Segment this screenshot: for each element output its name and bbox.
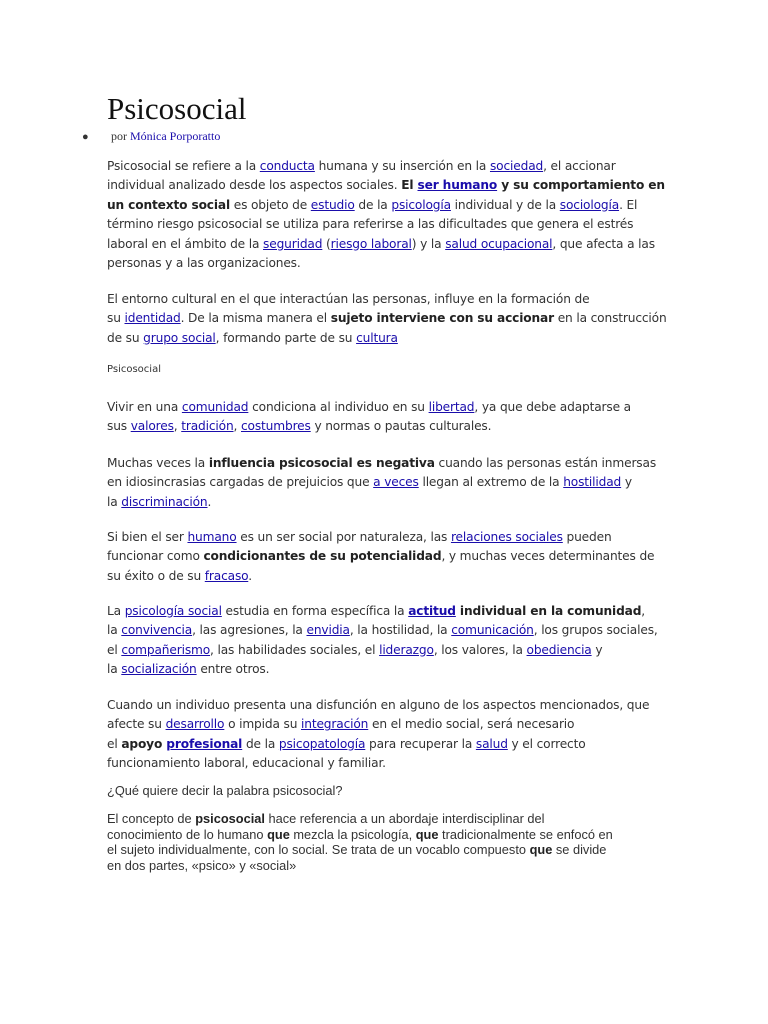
text-line (107, 621, 662, 640)
text-line (107, 215, 662, 234)
inline-link[interactable]: conducta (259, 159, 315, 173)
bold-text: influencia psicosocial es negativa (208, 456, 435, 470)
inline-link[interactable]: libertad (428, 400, 475, 414)
inline-link[interactable]: comunidad (181, 400, 249, 414)
text-line (107, 254, 662, 273)
text-line (107, 493, 662, 512)
text-run: Vivir en una (107, 400, 182, 414)
text-run: cuando las personas están inmersas (434, 456, 657, 470)
bold-text: que (267, 826, 290, 842)
text-run: sus (107, 419, 131, 434)
section-question: ¿Qué quiere decir la palabra psicosocial? (107, 783, 343, 798)
text-run: la (107, 662, 122, 677)
bullet-icon: ● (82, 131, 89, 143)
text-run: su (107, 311, 125, 326)
text-run: llegan al extremo de la (418, 475, 564, 490)
text-run: o impida su (224, 717, 302, 732)
text-line (107, 176, 665, 195)
text-run: su éxito o de su (107, 568, 205, 583)
text-run: Si bien el ser (107, 530, 188, 544)
text-line (107, 567, 662, 586)
text-run: conocimiento de lo humano (107, 826, 268, 842)
bold-text: El (401, 178, 418, 193)
paragraph-1 (107, 157, 665, 273)
text-line (107, 290, 662, 309)
bold-text: condicionantes de su potencialidad (203, 549, 442, 564)
text-run: Cuando un individuo presenta una disfunción en alguno de los aspectos mencionados, que (107, 698, 650, 712)
text-line (107, 235, 662, 254)
text-line (107, 417, 662, 436)
text-run: ) y la (411, 236, 446, 251)
text-run: en dos partes, «psico» y «social» (107, 857, 297, 873)
inline-link[interactable]: identidad (124, 311, 181, 326)
text-line (107, 696, 662, 715)
text-run: . (248, 568, 252, 583)
text-run: El concepto de (107, 811, 196, 826)
text-run: en idiosincrasias cargadas de prejuicios que (107, 475, 374, 490)
inline-link[interactable]: sociología (559, 197, 620, 212)
text-run: humana y su inserción en la (314, 159, 490, 173)
text-run: , el accionar (543, 159, 616, 173)
text-run: El entorno cultural en el que interactúan las personas, influye en la formación de (107, 292, 590, 306)
inline-link[interactable]: actitud (408, 604, 456, 618)
inline-link[interactable]: socialización (121, 662, 197, 677)
inline-link[interactable]: riesgo laboral (330, 236, 412, 251)
paragraph-7 (107, 696, 662, 774)
inline-link[interactable]: relaciones sociales (450, 530, 563, 544)
text-run: individual analizado desde los aspectos sociales. (107, 178, 402, 193)
text-run: estudia en forma específica la (221, 604, 409, 618)
image-caption: Psicosocial (107, 364, 161, 375)
text-run: hace referencia a un abordaje interdisciplinar del (264, 811, 545, 826)
inline-link[interactable]: a veces (373, 475, 419, 490)
text-run: afecte su (107, 717, 166, 732)
text-run: y el correcto (507, 736, 586, 751)
text-run: personas y a las organizaciones. (107, 255, 301, 270)
text-run: el (107, 642, 122, 657)
inline-link[interactable]: envidia (306, 623, 350, 638)
bold-text: un contexto social (107, 197, 230, 212)
inline-link[interactable]: tradición (181, 419, 234, 434)
text-line (107, 157, 662, 176)
bold-text: apoyo (121, 736, 167, 751)
text-line (107, 196, 662, 215)
inline-link[interactable]: psicopatología (278, 736, 366, 751)
text-run: ( (322, 236, 331, 251)
text-run: , los valores, la (433, 642, 527, 657)
text-run: la (107, 623, 122, 638)
text-run: funcionamiento laboral, educacional y familiar. (107, 756, 386, 771)
text-run: . (207, 494, 212, 509)
inline-link[interactable]: cultura (356, 330, 398, 345)
inline-link[interactable]: estudio (310, 197, 355, 212)
text-line (107, 528, 662, 547)
text-run: el sujeto individualmente, con lo social. Se trata de un vocablo compuesto (107, 842, 530, 858)
author-link[interactable]: Mónica Porporatto (130, 129, 221, 143)
inline-link[interactable]: costumbres (241, 419, 311, 434)
bold-text: individual en la comunidad (455, 604, 642, 618)
text-run: Psicosocial se refiere a la (107, 159, 260, 173)
inline-link[interactable]: discriminación (121, 494, 208, 509)
text-run: de la (354, 197, 392, 212)
text-line (107, 735, 662, 754)
text-run: en el medio social, será necesario (368, 717, 575, 732)
text-run: mezcla la psicología, (289, 826, 416, 842)
inline-link[interactable]: seguridad (263, 236, 323, 251)
text-run: es un ser social por naturaleza, las (236, 530, 451, 544)
text-line (107, 827, 662, 843)
inline-link[interactable]: psicología (391, 197, 451, 212)
text-run: , ya que debe adaptarse a (474, 400, 631, 414)
bold-text: y su comportamiento en (497, 178, 665, 193)
text-line (107, 602, 662, 621)
bold-text: sujeto interviene con su accionar (330, 311, 554, 326)
text-line (107, 811, 662, 827)
text-run: Muchas veces la (107, 456, 209, 470)
bold-text: que (415, 826, 439, 842)
byline-prefix: por (111, 129, 127, 143)
text-run: de la (242, 736, 279, 751)
text-run: , (233, 419, 241, 434)
paragraph-5 (107, 528, 662, 586)
text-run: . De la misma manera el (180, 311, 331, 326)
text-run: y (591, 642, 603, 657)
text-run: , formando parte de su (215, 330, 357, 345)
paragraph-8 (107, 811, 662, 873)
text-run: término riesgo psicosocial se utiliza para referirse a las dificultades que genera el estrés (107, 217, 634, 232)
bold-text: que (529, 842, 553, 858)
text-run: . El (619, 197, 638, 212)
text-line (107, 858, 662, 874)
text-run: , (173, 419, 182, 434)
inline-link[interactable]: integración (301, 717, 369, 732)
text-line (107, 547, 662, 566)
inline-link[interactable]: hostilidad (563, 475, 622, 490)
text-run: entre otros. (196, 662, 270, 677)
byline (82, 128, 220, 144)
text-run: de su (107, 330, 144, 345)
inline-link[interactable]: grupo social (143, 330, 216, 345)
paragraph-4 (107, 454, 662, 512)
text-run: , y muchas veces determinantes de (441, 549, 655, 564)
inline-link[interactable]: convivencia (121, 623, 193, 638)
page-title: Psicosocial (107, 91, 247, 126)
text-run: , la hostilidad, la (349, 623, 452, 638)
text-run: , (641, 604, 646, 618)
text-line (107, 454, 662, 473)
text-run: y (621, 475, 632, 490)
paragraph-2 (107, 290, 667, 348)
text-line (107, 329, 662, 348)
text-run: individual y de la (450, 197, 560, 212)
text-run: pueden (562, 530, 612, 544)
text-run: el (107, 736, 122, 751)
text-run: La (107, 604, 125, 618)
inline-link[interactable]: comunicación (451, 623, 534, 638)
inline-link[interactable]: fracaso (204, 568, 249, 583)
bold-text: psicosocial (195, 811, 265, 826)
inline-link[interactable]: psicología social (124, 604, 222, 618)
text-run: es objeto de (230, 197, 311, 212)
text-line (107, 660, 662, 679)
text-run: , los grupos sociales, (533, 623, 658, 638)
inline-link[interactable]: salud (475, 736, 508, 751)
text-line (107, 473, 662, 492)
inline-link[interactable]: humano (187, 530, 237, 544)
text-line (107, 842, 662, 858)
inline-link[interactable]: obediencia (526, 642, 592, 657)
text-run: laboral en el ámbito de la (107, 236, 264, 251)
text-line (107, 398, 662, 417)
inline-link[interactable]: profesional (166, 736, 243, 751)
text-run: se divide (552, 842, 607, 858)
text-line (107, 309, 667, 328)
inline-link[interactable]: compañerismo (121, 642, 211, 657)
text-run: condiciona al individuo en su (248, 400, 429, 414)
inline-link[interactable]: liderazgo (379, 642, 434, 657)
text-line (107, 754, 662, 773)
inline-link[interactable]: sociedad (489, 159, 544, 173)
text-line (107, 715, 662, 734)
text-run: , que afecta a las (552, 236, 655, 251)
text-run: la (107, 494, 122, 509)
inline-link[interactable]: ser humano (417, 178, 498, 193)
text-run: funcionar como (107, 549, 204, 564)
inline-link[interactable]: desarrollo (165, 717, 225, 732)
text-run: para recuperar la (365, 736, 476, 751)
text-line (107, 641, 662, 660)
text-run: , las habilidades sociales, el (210, 642, 380, 657)
text-run: tradicionalmente se enfocó en (438, 826, 613, 842)
text-run: , las agresiones, la (192, 623, 307, 638)
text-run: y normas o pautas culturales. (310, 419, 492, 434)
paragraph-3 (107, 398, 662, 437)
text-run: en la construcción (553, 311, 667, 326)
paragraph-6 (107, 602, 662, 680)
inline-link[interactable]: valores (130, 419, 174, 434)
inline-link[interactable]: salud ocupacional (445, 236, 553, 251)
